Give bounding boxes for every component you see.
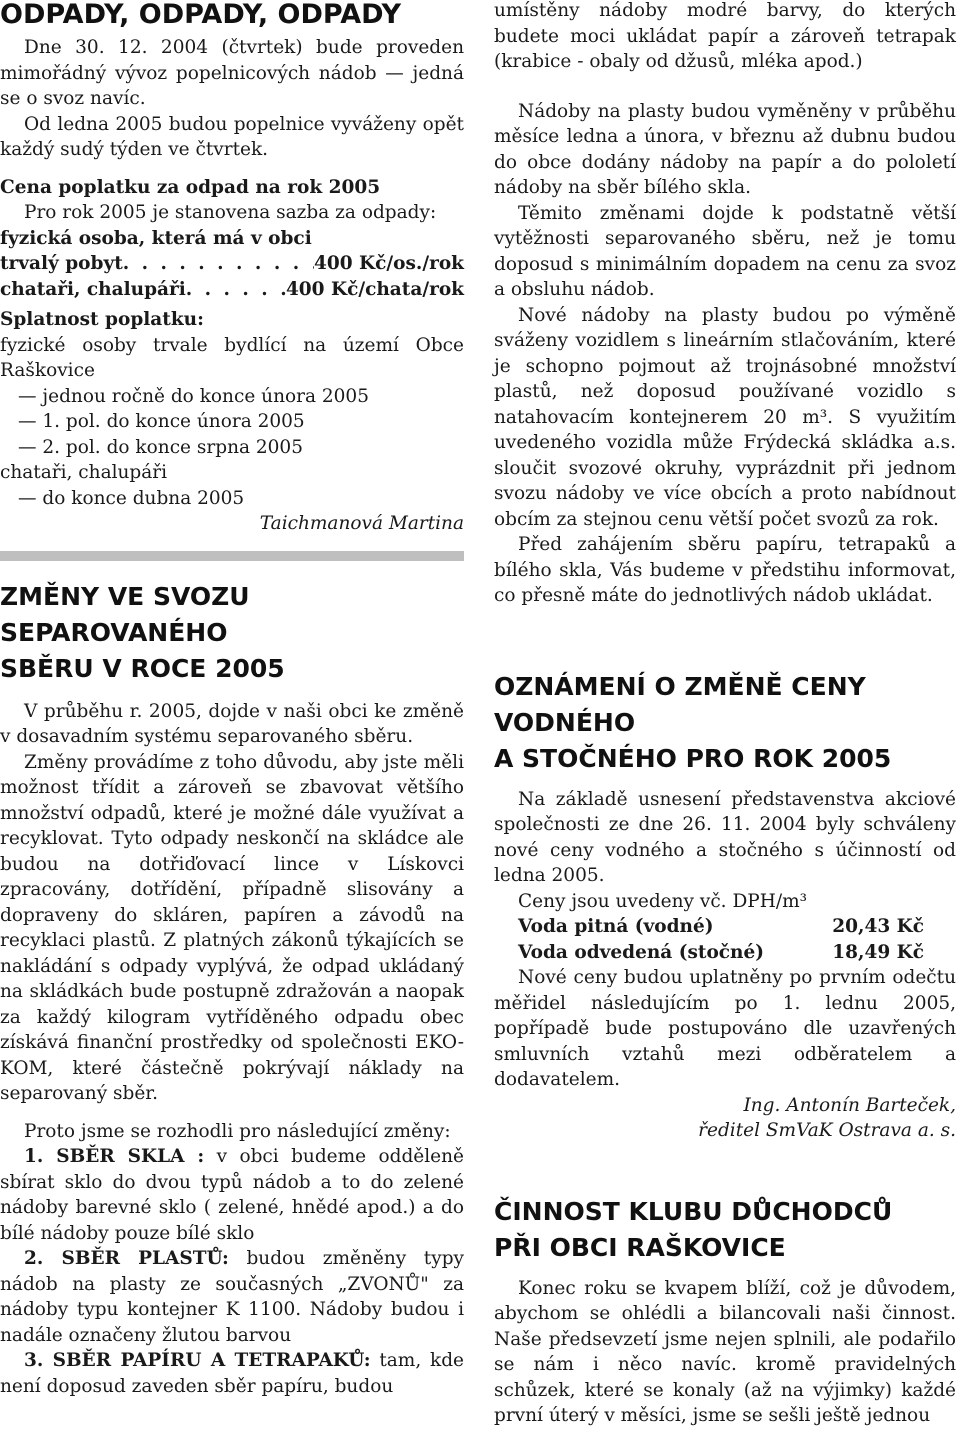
heading-club-line2: PŘI OBCI RAŠKOVICE <box>494 1232 786 1262</box>
right-column <box>494 0 956 1429</box>
paragraph-blue-containers: umístěny nádoby modré barvy, do kterých budete moci ukládat papír a zároveň tetrapak (krabice - obaly od džusů, mléka apod.) <box>494 0 956 72</box>
item-paper-text: tam, kde není doposud zaveden sběr papíru, budou <box>0 1350 464 1397</box>
paragraph-water-resolution: Na základě usnesení představenstva akciové společnosti ze dne 26. 11. 2004 byly schváleny nové ceny vodného a stočného s účinností od ledna 2005. <box>494 788 956 886</box>
price-value-sewage: 18,49 Kč <box>832 941 924 963</box>
paragraph-change-intro: V průběhu r. 2005, dojde v naši obci ke změně v dosavadním systému separovaného sběru. <box>0 700 464 747</box>
paragraph-reason: Změny provádíme z toho důvodu, aby jste měli možnost třídit a zároveň se zbavovat většího množství odpadů, které je možné dále využívat a recyklovat. Tyto odpady neskončí na skládce ale budou na dotřiďovací lince v Lískovci zpracovány, dotřídění, případně slisovány a dopraveny do skláren, papíren a závodů na recyklaci plastů. Z platných zákonů týkajících se nakládání s odpady vyplývá, že odpad ukládaný na skládkách bude postupně zdražován a naopak za každý kilogram vytříděného odpadu obec získává finanční prostředky od společnosti EKO-KOM, které částečně pokrývají náklady na separovaný sběr. <box>0 751 464 1104</box>
heading-water-line2: A STOČNÉHO PRO ROK 2005 <box>494 743 892 773</box>
paragraph-schedule: Od ledna 2005 budou popelnice vyváženy opět každý sudý týden ve čtvrtek. <box>0 113 464 160</box>
fee-intro: Pro rok 2005 je stanovena sazba za odpady: <box>24 202 437 223</box>
price-label-sewage: Voda odvedená (stočné) <box>518 941 765 963</box>
item-paper <box>0 1348 464 1399</box>
paragraph-new-vehicle: Nové nádoby na plasty budou po výměně sváženy vozidlem s lineárním stlačováním, které je schopno pojmout až trojnásobné množství plastů, než doposud používané vozidlo s natahovacím kontejnerem 20 m³. S využitím uvedeného vozidla může Frýdecká skládka a.s. sloučit svozové okruhy, vyprázdnit při jednom svozu nádoby ve více obcích a proto nabídnout obcím za stejnou cenu větší počet svozů za rok. <box>494 304 956 530</box>
due-item-1: — jednou ročně do konce února 2005 <box>18 385 369 407</box>
paragraph-club: Konec roku se kvapem blíží, což je důvodem, abychom se ohlédli a bilancovali naši činnost. Naše předsevzetí jsme nejen splnili, ale podařilo se nám i něco navíc. kromě pravidelných schůzek, které se konaly (až na výjimky) každé první úterý v měsíci, jsme se sešli ještě jednou <box>494 1277 956 1426</box>
fee-line-residents: fyzická osoba, která má v obci <box>0 227 312 249</box>
fee-value-cottage: 400 Kč/chata/rok <box>285 278 464 300</box>
paragraph-vat-note: Ceny jsou uvedeny vč. DPH/m³ <box>518 890 808 912</box>
price-value-drinking: 20,43 Kč <box>832 916 924 937</box>
heading-club-line1: ČINNOST KLUBU DŮCHODCŮ <box>494 1196 893 1226</box>
due-item-2: — 1. pol. do konce února 2005 <box>18 411 305 432</box>
price-row-drinking <box>494 914 956 940</box>
paragraph-advance-notice: Před zahájením sběru papíru, tetrapaků a bílého skla, Vás budeme v předstihu informovat, co přesně máte do jednotlivých nádob ukládat. <box>494 534 956 606</box>
paragraph-efficiency: Těmito změnami dojde k podstatně větší vytěžnosti separovaného sběru, než je tomu doposud s minimálním dopadem na cenu za svoz a obsluhu nádob. <box>494 202 956 300</box>
heading-water-line1: OZNÁMENÍ O ZMĚNĚ CENY VODNÉHO <box>494 671 866 737</box>
due-item-3: — 2. pol. do konce srpna 2005 <box>18 436 303 458</box>
item-paper-label: 3. SBĚR PAPÍRU A TETRAPAKŮ: <box>24 1350 371 1371</box>
left-column <box>0 0 464 1399</box>
item-plastic-text: budou změněny typy nádob na plasty ze současných „ZVONŮ" za nádoby typu kontejner K 1100. Nádoby budou i nadále označeny žlutou barvou <box>0 1248 464 1346</box>
item-plastic <box>0 1246 464 1348</box>
fee-heading: Cena poplatku za odpad na rok 2005 <box>0 176 381 198</box>
heading-separated-line2: SBĚRU V ROCE 2005 <box>0 653 285 683</box>
fee-row-permanent <box>0 251 464 277</box>
due-heading: Splatnost poplatku: <box>0 309 204 330</box>
paragraph-decision: Proto jsme se rozhodli pro následující změny: <box>24 1120 451 1142</box>
price-label-drinking: Voda pitná (vodné) <box>518 916 714 937</box>
paragraph-extra-collection: Dne 30. 12. 2004 (čtvrtek) bude proveden mimořádný vývoz popelnicových nádob — jedná se o svoz navíc. <box>0 37 464 109</box>
due-cottage: chataři, chalupáři <box>0 462 168 483</box>
paragraph-new-prices: Nové ceny budou uplatněny po prvním odečtu měřidel následujícím po 1. lednu 2005, popřípadě bude postupováno dle uzavřených smluvních vztahů mezi odběratelem a dodavatelem. <box>494 967 956 1090</box>
item-plastic-label: 2. SBĚR PLASTŮ: <box>24 1248 229 1269</box>
fee-value-permanent: 400 Kč/os./rok <box>313 253 464 274</box>
heading-odpady: ODPADY, ODPADY, ODPADY <box>0 0 402 30</box>
leader-dots <box>123 251 314 277</box>
signature-bartecek-name: Ing. Antonín Barteček, <box>743 1094 956 1116</box>
price-row-sewage <box>494 940 956 966</box>
leader-dots <box>186 277 286 303</box>
item-glass-label: 1. SBĚR SKLA : <box>24 1146 205 1167</box>
due-item-4: — do konce dubna 2005 <box>18 487 245 509</box>
paragraph-container-exchange: Nádoby na plasty budou vyměněny v průběhu měsíce ledna a února, v březnu až dubnu budou do obce dodány nádoby na papír a do pololetí nádoby na sběr bílého skla. <box>494 100 956 198</box>
signature-taichmanova: Taichmanová Martina <box>259 513 464 534</box>
fee-label-cottage: chataři, chalupáři <box>0 278 186 300</box>
item-glass <box>0 1144 464 1246</box>
heading-separated-line1: ZMĚNY VE SVOZU SEPAROVANÉHO <box>0 581 250 647</box>
fee-row-cottage <box>0 277 464 303</box>
due-intro: fyzické osoby trvale bydlící na území Obce Raškovice <box>0 334 464 381</box>
item-glass-text: v obci budeme odděleně sbírat sklo do dvou typů nádob a to do zelené nádoby barevné sklo ( zelené, hnědé apod.) a do bílé nádoby pouze bílé sklo <box>0 1146 464 1244</box>
section-divider <box>0 551 464 561</box>
signature-bartecek-role: ředitel SmVaK Ostrava a. s. <box>698 1120 956 1141</box>
fee-label-permanent: trvalý pobyt <box>0 253 123 274</box>
